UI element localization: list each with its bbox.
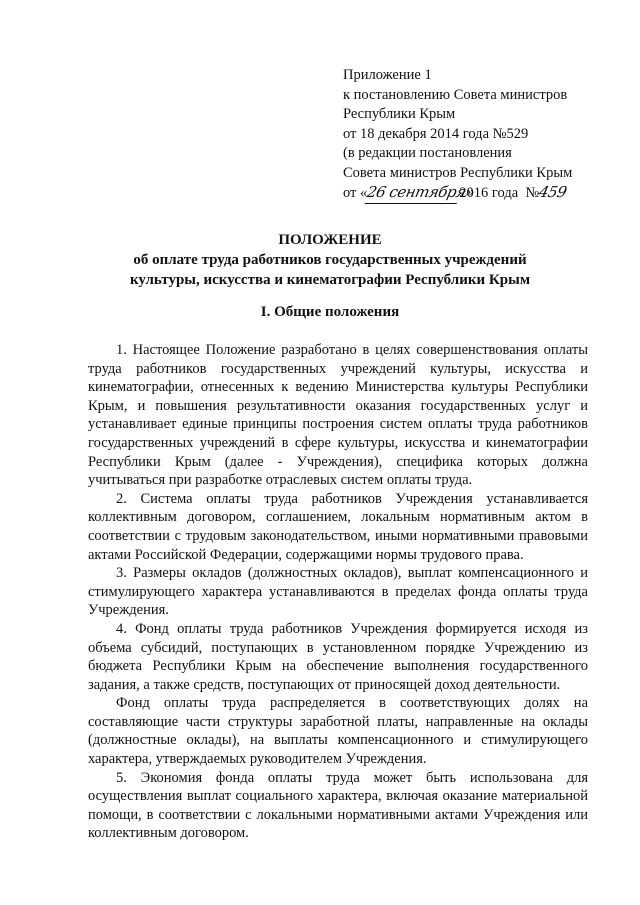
appendix-line-1: Приложение 1 bbox=[343, 67, 432, 83]
document-subtitle-line-2: культуры, искусства и кинематографии Республики Крым bbox=[129, 272, 531, 288]
date-year: 2016 года bbox=[459, 185, 519, 201]
appendix-line-6: Совета министров Республики Крым bbox=[343, 164, 573, 181]
document-subtitle-line-1: об оплате труда работников государственных учреждений bbox=[133, 252, 527, 268]
section-heading: I. Общие положения bbox=[260, 304, 400, 320]
document-title: ПОЛОЖЕНИЕ bbox=[278, 232, 382, 248]
paragraph-1: 1. Настоящее Положение разработано в целях совершенствования оплаты труда работников государственных учреждений культуры, искусства и кинематографии, отнесенных к ведению Министерства культуры Республики Крым, и повышения результативности оказания государственных услуг и устанавливает единые принципы построения систем оплаты труда работников государственных учреждений в сфере культуры, искусства и кинематографии Республики Крым (далее - Учреждения), специфика которых должна учитываться при разработке отраслевых систем оплаты труда. bbox=[88, 342, 588, 489]
appendix-line-3: Республики Крым bbox=[343, 106, 456, 122]
paragraph-3: 3. Размеры окладов (должностных окладов), выплат компенсационного и стимулирующего характера устанавливаются в пределах фонда оплаты труда Учреждения. bbox=[88, 565, 588, 619]
appendix-header bbox=[343, 66, 633, 204]
document-body bbox=[88, 341, 588, 843]
paragraph-4-continued: Фонд оплаты труда распределяется в соответствующих долях на составляющие части структуры заработной платы, направленные на оклады (должностные оклады), на выплаты компенсационного и стимулирующего характера, утверждаемых руководителем Учреждения. bbox=[88, 695, 588, 768]
appendix-line-2: к постановлению Совета министров bbox=[343, 86, 568, 103]
appendix-line-7 bbox=[343, 183, 633, 204]
appendix-line-4: от 18 декабря 2014 года №529 bbox=[343, 125, 529, 142]
paragraph-5: 5. Экономия фонда оплаты труда может быть использована для осуществления выплат социального характера, включая оказание материальной помощи, в соответствии с локальными нормативными актами Учреждения или коллективным договором. bbox=[88, 769, 588, 842]
appendix-line-5: (в редакции постановления bbox=[343, 145, 512, 161]
number-sign: № bbox=[525, 185, 540, 201]
paragraph-2: 2. Система оплаты труда работников Учреждения устанавливается коллективным договором, соглашением, локальным нормативным актом в соответствии с трудовым законодательством, иными нормативными правовыми актами Российской Федерации, содержащими нормы трудового права. bbox=[88, 490, 588, 563]
paragraph-4: 4. Фонд оплаты труда работников Учреждения формируется исходя из объема субсидий, поступающих в установленном порядке Учреждению из бюджета Республики Крым на обеспечение выполнения государственного задания, а также средств, поступающих от приносящей доход деятельности. bbox=[88, 620, 588, 693]
handwritten-number: 459 bbox=[537, 183, 569, 201]
handwritten-date: 26 сентября» bbox=[365, 183, 461, 204]
date-prefix: от « bbox=[343, 185, 368, 201]
